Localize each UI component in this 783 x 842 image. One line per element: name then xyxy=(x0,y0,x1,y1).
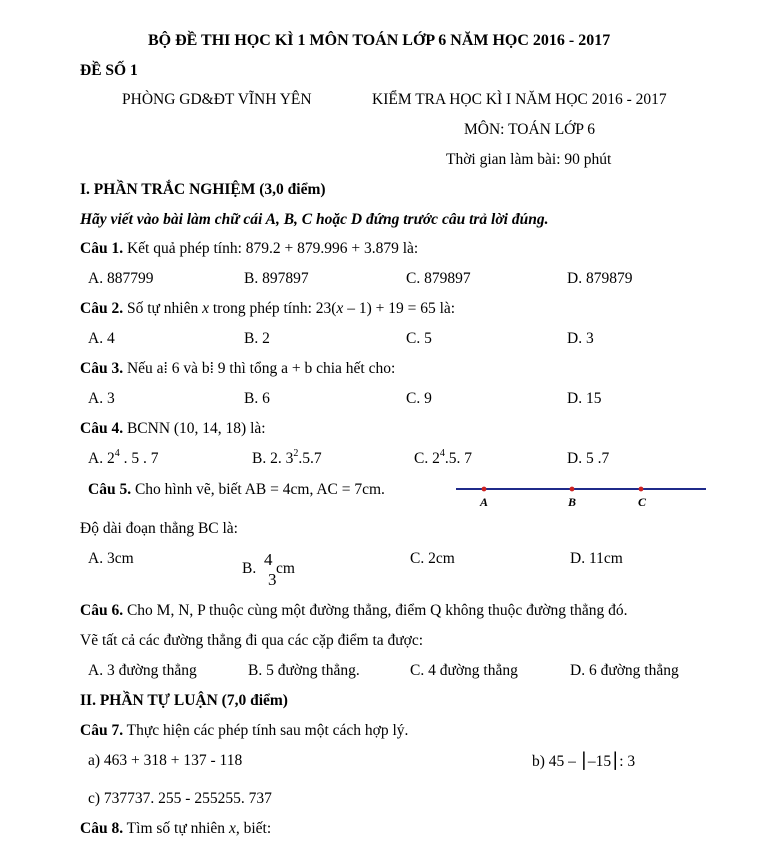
option-text: A. 2 xyxy=(88,450,115,467)
q1-option-d: D. 879879 xyxy=(567,270,633,287)
question-7 xyxy=(80,722,408,740)
exponent: 2 xyxy=(293,448,299,459)
time-limit: Thời gian làm bài: 90 phút xyxy=(446,151,612,168)
question-label: Câu 8. xyxy=(80,820,124,837)
q7-part-b: b) 45 – ⎮–15⎮: 3 xyxy=(532,753,636,770)
question-label: Câu 1. xyxy=(80,240,124,257)
q3-option-d: D. 15 xyxy=(567,390,602,407)
q4-option-a xyxy=(88,450,158,468)
question-label: Câu 4. xyxy=(80,420,124,437)
exam-name: KIỂM TRA HỌC KÌ I NĂM HỌC 2016 - 2017 xyxy=(372,91,667,108)
q2-option-d: D. 3 xyxy=(567,330,594,347)
question-text: Cho hình vẽ, biết AB = 4cm, AC = 7cm. xyxy=(131,481,385,498)
question-text: trong phép tính: 23( xyxy=(208,300,337,317)
point-a-label: A xyxy=(480,495,489,509)
exam-number: ĐỀ SỐ 1 xyxy=(80,62,138,79)
q4-option-d: D. 5 .7 xyxy=(567,450,610,467)
question-6-line2: Vẽ tất cả các đường thẳng đi qua các cặp điểm ta được: xyxy=(80,632,424,649)
variable-x: x xyxy=(336,300,344,317)
question-text: Thực hiện các phép tính sau một cách hợp lý. xyxy=(123,722,409,739)
question-8 xyxy=(80,820,271,838)
question-text: Nếu a⁞ 6 và b⁞ 9 thì tổng a + b chia hết cho: xyxy=(123,360,396,377)
question-label: Câu 6. xyxy=(80,602,124,619)
part2-title: II. PHẦN TỰ LUẬN (7,0 điểm) xyxy=(80,692,288,709)
q1-option-c: C. 879897 xyxy=(406,270,471,287)
q5-option-a: A. 3cm xyxy=(88,550,134,567)
part1-title: I. PHẦN TRẮC NGHIỆM (3,0 điểm) xyxy=(80,181,326,198)
q3-option-b: B. 6 xyxy=(244,390,270,407)
point-b-dot xyxy=(570,487,575,492)
part1-instruction: Hãy viết vào bài làm chữ cái A, B, C hoặc D đứng trước câu trả lời đúng. xyxy=(80,211,549,228)
question-text: – 1) + 19 = 65 là: xyxy=(343,300,456,317)
q4-option-b xyxy=(252,450,322,468)
question-5 xyxy=(88,481,385,499)
question-2 xyxy=(80,300,455,318)
school-name: PHÒNG GD&ĐT VĨNH YÊN xyxy=(122,91,312,108)
point-a-dot xyxy=(482,487,487,492)
q6-option-a: A. 3 đường thẳng xyxy=(88,662,197,679)
question-text: Cho M, N, P thuộc cùng một đường thẳng, điểm Q không thuộc đường thẳng đó. xyxy=(123,602,628,619)
q7-part-c: c) 737737. 255 - 255255. 737 xyxy=(88,790,272,807)
point-b-label: B xyxy=(568,495,577,509)
question-1 xyxy=(80,240,418,258)
question-text: BCNN (10, 14, 18) là: xyxy=(123,420,266,437)
question-label: Câu 5. xyxy=(88,481,132,498)
q3-option-c: C. 9 xyxy=(406,390,432,407)
q7-part-a: a) 463 + 318 + 137 - 118 xyxy=(88,752,243,769)
q5-length-question: Độ dài đoạn thẳng BC là: xyxy=(80,520,238,537)
point-c-label: C xyxy=(638,495,647,509)
variable-x: x xyxy=(228,820,236,837)
q5-option-d: D. 11cm xyxy=(570,550,623,567)
q1-option-a: A. 887799 xyxy=(88,270,154,287)
subject: MÔN: TOÁN LỚP 6 xyxy=(464,121,596,138)
point-c-dot xyxy=(639,487,644,492)
question-label: Câu 3. xyxy=(80,360,124,377)
question-label: Câu 7. xyxy=(80,722,124,739)
exponent: 4 xyxy=(114,448,120,459)
document-title: BỘ ĐỀ THI HỌC KÌ 1 MÔN TOÁN LỚP 6 NĂM HỌC 2016 - 2017 xyxy=(148,32,611,49)
question-text: Số tự nhiên xyxy=(123,300,203,317)
exponent: 4 xyxy=(439,448,445,459)
option-text: cm xyxy=(276,560,295,577)
q6-option-b: B. 5 đường thẳng. xyxy=(248,662,360,679)
option-text: . 5 . 7 xyxy=(119,450,159,467)
question-3 xyxy=(80,360,395,378)
option-text: B. 2. 3 xyxy=(252,450,294,467)
question-4 xyxy=(80,420,266,438)
q3-option-a: A. 3 xyxy=(88,390,115,407)
question-text: Tìm số tự nhiên xyxy=(123,820,229,837)
q2-option-a: A. 4 xyxy=(88,330,115,347)
fraction-numerator: 4 xyxy=(264,550,273,569)
q4-option-c xyxy=(414,450,472,468)
q1-option-b: B. 897897 xyxy=(244,270,309,287)
q6-option-c: C. 4 đường thẳng xyxy=(410,662,518,679)
fraction-denominator: 3 xyxy=(268,570,277,589)
question-text: , biết: xyxy=(235,820,272,837)
question-label: Câu 2. xyxy=(80,300,124,317)
q2-option-c: C. 5 xyxy=(406,330,432,347)
q5-option-b xyxy=(242,550,312,590)
question-text: Kết quả phép tính: 879.2 + 879.996 + 3.879 là: xyxy=(123,240,419,257)
option-text: .5. 7 xyxy=(444,450,472,467)
question-6 xyxy=(80,602,628,620)
q6-option-d: D. 6 đường thẳng xyxy=(570,662,679,679)
option-text: B. xyxy=(242,560,257,577)
variable-x: x xyxy=(202,300,209,317)
option-text: .5.7 xyxy=(298,450,322,467)
option-text: C. 2 xyxy=(414,450,440,467)
q2-option-b: B. 2 xyxy=(244,330,270,347)
q5-option-c: C. 2cm xyxy=(410,550,455,567)
line-figure xyxy=(450,478,710,514)
